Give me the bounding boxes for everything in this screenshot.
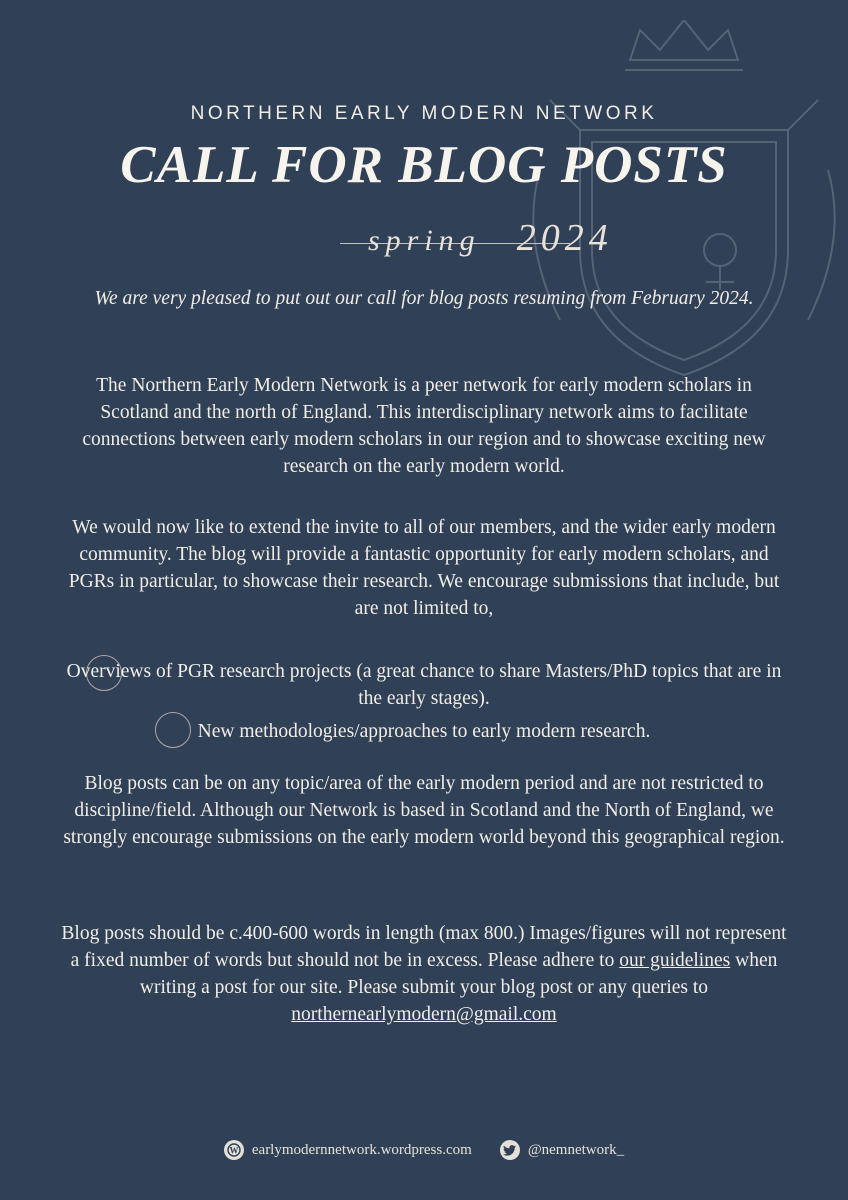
paragraph-submission (60, 920, 788, 1028)
twitter-link[interactable] (500, 1140, 624, 1160)
website-link[interactable] (224, 1140, 472, 1160)
crest-watermark (520, 20, 848, 380)
intro-text: We are very pleased to put out our call for blog posts resuming from February 2024. (94, 288, 754, 309)
twitter-handle: @nemnetwork_ (527, 1141, 625, 1158)
list-item: New methodologies/approaches to early modern research. (197, 721, 651, 742)
svg-text:W: W (229, 1145, 239, 1156)
submission-text-2: when writing a post for our site. Please submit your blog post or any queries to (139, 950, 778, 998)
network-title: NORTHERN EARLY MODERN NETWORK (190, 103, 658, 124)
season-word: spring (368, 224, 481, 257)
list-item: Overviews of PGR research projects (a great chance to share Masters/PhD topics that are in the early stages). (66, 661, 782, 709)
website-text: earlymodernnetwork.wordpress.com (251, 1141, 472, 1158)
footer (0, 1140, 848, 1160)
email-link[interactable]: northernearlymodern@gmail.com (291, 1004, 557, 1025)
paragraph-about: The Northern Early Modern Network is a peer network for early modern scholars in Scotland and the north of England. This interdisciplinary network aims to facilitate connections between early modern scholars in our region and to showcase exciting new research on the early modern world. (82, 375, 766, 477)
paragraph-invite: We would now like to extend the invite to all of our members, and the wider early modern community. The blog will provide a fantastic opportunity for early modern scholars, and PGRs in particular, to showcase their research. We encourage submissions that include, but are not limited to, (68, 517, 780, 619)
submission-text-1: Blog posts should be c.400-600 words in length (max 800.) Images/figures will not represent a fixed number of words but should not be in excess. Please adhere to (61, 923, 787, 971)
page-title: CALL FOR BLOG POSTS (120, 136, 728, 194)
bullet-list (60, 658, 788, 745)
season-year: 2024 (516, 217, 613, 259)
guidelines-link[interactable]: our guidelines (619, 950, 731, 971)
wordpress-icon (224, 1140, 244, 1160)
paragraph-topics: Blog posts can be on any topic/area of the early modern period and are not restricted to discipline/field. Although our Network is based in Scotland and the North of England, we strongly encourage submissions on the early modern world beyond this geographical region. (63, 773, 785, 848)
twitter-icon (500, 1140, 520, 1160)
season-label (368, 216, 613, 260)
